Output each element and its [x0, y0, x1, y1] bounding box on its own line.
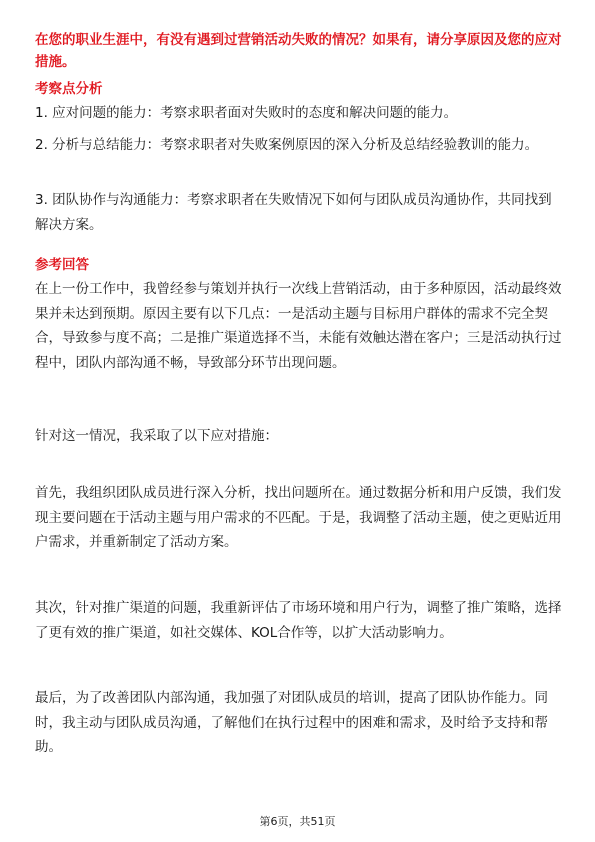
question-title: 在您的职业生涯中，有没有遇到过营销活动失败的情况？如果有，请分享原因及您的应对措施。: [35, 32, 562, 70]
answer-paragraph-5: 最后，为了改善团队内部沟通，我加强了对团队成员的培训，提高了团队协作能力。同时，我主动与团队成员沟通，了解他们在执行过程中的困难和需求，及时给予支持和帮助。: [35, 690, 548, 755]
answer-paragraph-1: 在上一份工作中，我曾经参与策划并执行一次线上营销活动，由于多种原因，活动最终效果并未达到预期。原因主要有以下几点：一是活动主题与目标用户群体的需求不完全契合，导致参与度不高；二是推广渠道选择不当，未能有效触达潜在客户；三是活动执行过程中，团队内部沟通不畅，导致部分环节出现问题。: [35, 281, 562, 371]
answer-heading: 参考回答: [35, 257, 89, 273]
analysis-item-1: 1. 应对问题的能力：考察求职者面对失败时的态度和解决问题的能力。: [35, 105, 458, 121]
analysis-heading: 考察点分析: [35, 81, 103, 97]
analysis-item-2: 2. 分析与总结能力：考察求职者对失败案例原因的深入分析及总结经验教训的能力。: [35, 137, 539, 153]
page-number-footer: 第6页，共51页: [259, 815, 336, 828]
answer-paragraph-4: 其次，针对推广渠道的问题，我重新评估了市场环境和用户行为，调整了推广策略，选择了更有效的推广渠道，如社交媒体、KOL合作等，以扩大活动影响力。: [35, 600, 562, 641]
answer-paragraph-3: 首先，我组织团队成员进行深入分析，找出问题所在。通过数据分析和用户反馈，我们发现主要问题在于活动主题与用户需求的不匹配。于是，我调整了活动主题，使之更贴近用户需求，并重新制定了活动方案。: [35, 485, 562, 550]
analysis-item-3: 3. 团队协作与沟通能力：考察求职者在失败情况下如何与团队成员沟通协作，共同找到解决方案。: [35, 192, 552, 233]
answer-paragraph-2: 针对这一情况，我采取了以下应对措施：: [35, 428, 278, 444]
